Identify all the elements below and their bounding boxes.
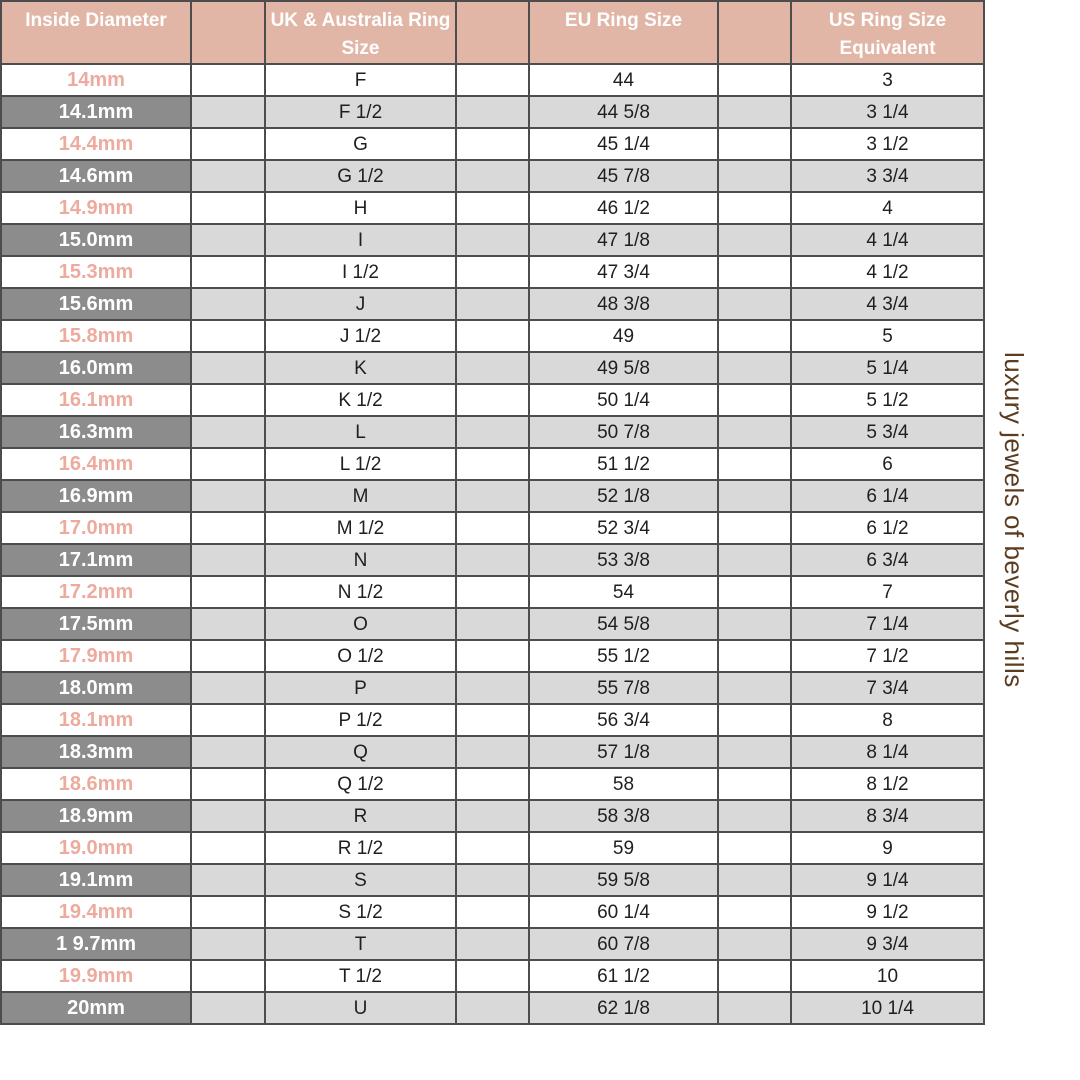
table-row (1, 256, 984, 288)
cell-us-size: 3 1/4 (791, 96, 984, 128)
cell-uk-size: P (265, 672, 456, 704)
spacer-cell (191, 256, 265, 288)
spacer-cell (456, 896, 529, 928)
table-row (1, 416, 984, 448)
cell-uk-size: R (265, 800, 456, 832)
spacer-cell (191, 736, 265, 768)
cell-inside-diameter: 14mm (1, 64, 191, 96)
spacer-cell (456, 672, 529, 704)
spacer-cell (456, 448, 529, 480)
spacer-cell (456, 64, 529, 96)
table-row (1, 992, 984, 1024)
spacer-cell (718, 352, 791, 384)
spacer-cell (718, 704, 791, 736)
table-row (1, 320, 984, 352)
cell-us-size: 7 3/4 (791, 672, 984, 704)
spacer-cell (191, 160, 265, 192)
cell-eu-size: 55 1/2 (529, 640, 718, 672)
spacer-cell (456, 320, 529, 352)
spacer-cell (456, 864, 529, 896)
spacer-cell (191, 608, 265, 640)
cell-us-size: 9 3/4 (791, 928, 984, 960)
cell-uk-size: H (265, 192, 456, 224)
cell-us-size: 5 (791, 320, 984, 352)
spacer-cell (456, 992, 529, 1024)
cell-inside-diameter: 14.9mm (1, 192, 191, 224)
spacer-cell (191, 896, 265, 928)
spacer-cell (718, 320, 791, 352)
table-row (1, 544, 984, 576)
spacer-cell (718, 896, 791, 928)
spacer-cell (191, 800, 265, 832)
cell-uk-size: L (265, 416, 456, 448)
cell-uk-size: R 1/2 (265, 832, 456, 864)
spacer-cell (191, 128, 265, 160)
cell-inside-diameter: 17.0mm (1, 512, 191, 544)
cell-eu-size: 51 1/2 (529, 448, 718, 480)
cell-uk-size: U (265, 992, 456, 1024)
spacer-cell (456, 736, 529, 768)
header-spacer (456, 1, 529, 64)
table-row (1, 672, 984, 704)
cell-inside-diameter: 17.2mm (1, 576, 191, 608)
spacer-cell (191, 864, 265, 896)
spacer-cell (191, 352, 265, 384)
spacer-cell (456, 128, 529, 160)
cell-inside-diameter: 19.4mm (1, 896, 191, 928)
cell-inside-diameter: 16.1mm (1, 384, 191, 416)
spacer-cell (718, 64, 791, 96)
cell-inside-diameter: 16.4mm (1, 448, 191, 480)
spacer-cell (191, 224, 265, 256)
cell-us-size: 8 1/2 (791, 768, 984, 800)
cell-uk-size: O 1/2 (265, 640, 456, 672)
spacer-cell (191, 640, 265, 672)
cell-uk-size: M (265, 480, 456, 512)
spacer-cell (191, 768, 265, 800)
spacer-cell (191, 544, 265, 576)
table-row (1, 800, 984, 832)
cell-us-size: 3 (791, 64, 984, 96)
header-us-ring-size: US Ring Size Equivalent (791, 1, 984, 64)
header-spacer (718, 1, 791, 64)
spacer-cell (718, 576, 791, 608)
spacer-cell (718, 480, 791, 512)
cell-uk-size: Q (265, 736, 456, 768)
table-row (1, 704, 984, 736)
cell-eu-size: 50 7/8 (529, 416, 718, 448)
table-row (1, 480, 984, 512)
spacer-cell (191, 576, 265, 608)
cell-inside-diameter: 15.3mm (1, 256, 191, 288)
cell-eu-size: 49 (529, 320, 718, 352)
cell-us-size: 9 1/4 (791, 864, 984, 896)
spacer-cell (456, 224, 529, 256)
cell-eu-size: 56 3/4 (529, 704, 718, 736)
cell-eu-size: 52 1/8 (529, 480, 718, 512)
cell-eu-size: 49 5/8 (529, 352, 718, 384)
spacer-cell (191, 320, 265, 352)
cell-inside-diameter: 14.1mm (1, 96, 191, 128)
spacer-cell (456, 960, 529, 992)
cell-uk-size: K 1/2 (265, 384, 456, 416)
cell-us-size: 7 (791, 576, 984, 608)
cell-uk-size: F (265, 64, 456, 96)
cell-inside-diameter: 18.1mm (1, 704, 191, 736)
cell-inside-diameter: 20mm (1, 992, 191, 1024)
spacer-cell (718, 864, 791, 896)
cell-inside-diameter: 1 9.7mm (1, 928, 191, 960)
table-header-row (1, 1, 984, 64)
cell-uk-size: I 1/2 (265, 256, 456, 288)
cell-eu-size: 44 (529, 64, 718, 96)
cell-inside-diameter: 15.8mm (1, 320, 191, 352)
cell-inside-diameter: 17.9mm (1, 640, 191, 672)
spacer-cell (718, 544, 791, 576)
cell-us-size: 6 1/2 (791, 512, 984, 544)
spacer-cell (718, 768, 791, 800)
spacer-cell (456, 512, 529, 544)
spacer-cell (456, 480, 529, 512)
cell-us-size: 4 1/2 (791, 256, 984, 288)
cell-uk-size: J 1/2 (265, 320, 456, 352)
spacer-cell (718, 832, 791, 864)
spacer-cell (718, 800, 791, 832)
spacer-cell (191, 96, 265, 128)
spacer-cell (191, 672, 265, 704)
cell-uk-size: O (265, 608, 456, 640)
cell-uk-size: S (265, 864, 456, 896)
spacer-cell (456, 704, 529, 736)
cell-us-size: 10 1/4 (791, 992, 984, 1024)
table-row (1, 448, 984, 480)
spacer-cell (191, 928, 265, 960)
cell-eu-size: 62 1/8 (529, 992, 718, 1024)
spacer-cell (456, 800, 529, 832)
spacer-cell (191, 192, 265, 224)
cell-inside-diameter: 17.5mm (1, 608, 191, 640)
cell-us-size: 6 3/4 (791, 544, 984, 576)
cell-us-size: 7 1/2 (791, 640, 984, 672)
cell-inside-diameter: 18.0mm (1, 672, 191, 704)
cell-us-size: 6 1/4 (791, 480, 984, 512)
cell-inside-diameter: 16.9mm (1, 480, 191, 512)
spacer-cell (718, 960, 791, 992)
spacer-cell (456, 384, 529, 416)
cell-inside-diameter: 16.3mm (1, 416, 191, 448)
spacer-cell (191, 416, 265, 448)
cell-us-size: 7 1/4 (791, 608, 984, 640)
cell-uk-size: N (265, 544, 456, 576)
spacer-cell (456, 416, 529, 448)
cell-uk-size: I (265, 224, 456, 256)
cell-eu-size: 52 3/4 (529, 512, 718, 544)
cell-eu-size: 48 3/8 (529, 288, 718, 320)
table-row (1, 192, 984, 224)
spacer-cell (191, 448, 265, 480)
brand-vertical-text: luxury jewels of beverly hills (999, 352, 1029, 688)
table-row (1, 384, 984, 416)
spacer-cell (718, 96, 791, 128)
spacer-cell (191, 512, 265, 544)
cell-eu-size: 59 (529, 832, 718, 864)
cell-us-size: 8 (791, 704, 984, 736)
table-row (1, 96, 984, 128)
spacer-cell (191, 288, 265, 320)
cell-uk-size: T (265, 928, 456, 960)
cell-inside-diameter: 19.9mm (1, 960, 191, 992)
cell-uk-size: P 1/2 (265, 704, 456, 736)
spacer-cell (191, 704, 265, 736)
spacer-cell (718, 928, 791, 960)
table-row (1, 608, 984, 640)
cell-eu-size: 47 1/8 (529, 224, 718, 256)
cell-eu-size: 60 1/4 (529, 896, 718, 928)
spacer-cell (456, 832, 529, 864)
cell-eu-size: 50 1/4 (529, 384, 718, 416)
cell-uk-size: F 1/2 (265, 96, 456, 128)
spacer-cell (191, 480, 265, 512)
spacer-cell (456, 256, 529, 288)
spacer-cell (191, 384, 265, 416)
table-row (1, 736, 984, 768)
cell-eu-size: 44 5/8 (529, 96, 718, 128)
cell-us-size: 5 1/2 (791, 384, 984, 416)
spacer-cell (191, 832, 265, 864)
cell-inside-diameter: 16.0mm (1, 352, 191, 384)
cell-us-size: 9 1/2 (791, 896, 984, 928)
cell-us-size: 10 (791, 960, 984, 992)
spacer-cell (456, 544, 529, 576)
spacer-cell (191, 992, 265, 1024)
table-row (1, 288, 984, 320)
cell-eu-size: 45 7/8 (529, 160, 718, 192)
cell-uk-size: J (265, 288, 456, 320)
spacer-cell (191, 64, 265, 96)
cell-inside-diameter: 18.3mm (1, 736, 191, 768)
table-row (1, 640, 984, 672)
spacer-cell (718, 672, 791, 704)
header-spacer (191, 1, 265, 64)
cell-eu-size: 53 3/8 (529, 544, 718, 576)
cell-inside-diameter: 19.1mm (1, 864, 191, 896)
cell-inside-diameter: 19.0mm (1, 832, 191, 864)
spacer-cell (718, 448, 791, 480)
cell-uk-size: N 1/2 (265, 576, 456, 608)
cell-eu-size: 55 7/8 (529, 672, 718, 704)
cell-uk-size: G 1/2 (265, 160, 456, 192)
cell-eu-size: 58 3/8 (529, 800, 718, 832)
spacer-cell (718, 384, 791, 416)
table-row (1, 896, 984, 928)
spacer-cell (718, 640, 791, 672)
cell-us-size: 4 3/4 (791, 288, 984, 320)
cell-inside-diameter: 15.0mm (1, 224, 191, 256)
table-row (1, 512, 984, 544)
cell-inside-diameter: 18.9mm (1, 800, 191, 832)
cell-inside-diameter: 18.6mm (1, 768, 191, 800)
table-row (1, 832, 984, 864)
cell-us-size: 8 1/4 (791, 736, 984, 768)
cell-eu-size: 57 1/8 (529, 736, 718, 768)
spacer-cell (718, 192, 791, 224)
cell-eu-size: 58 (529, 768, 718, 800)
cell-uk-size: L 1/2 (265, 448, 456, 480)
spacer-cell (456, 192, 529, 224)
table-row (1, 352, 984, 384)
cell-us-size: 4 (791, 192, 984, 224)
spacer-cell (718, 736, 791, 768)
spacer-cell (456, 640, 529, 672)
cell-eu-size: 59 5/8 (529, 864, 718, 896)
cell-eu-size: 45 1/4 (529, 128, 718, 160)
spacer-cell (456, 608, 529, 640)
spacer-cell (456, 160, 529, 192)
cell-eu-size: 54 (529, 576, 718, 608)
cell-us-size: 5 3/4 (791, 416, 984, 448)
table-row (1, 768, 984, 800)
spacer-cell (718, 992, 791, 1024)
cell-inside-diameter: 15.6mm (1, 288, 191, 320)
cell-us-size: 8 3/4 (791, 800, 984, 832)
cell-inside-diameter: 14.6mm (1, 160, 191, 192)
spacer-cell (718, 608, 791, 640)
cell-us-size: 3 3/4 (791, 160, 984, 192)
cell-uk-size: G (265, 128, 456, 160)
spacer-cell (718, 160, 791, 192)
spacer-cell (718, 512, 791, 544)
cell-eu-size: 60 7/8 (529, 928, 718, 960)
spacer-cell (718, 224, 791, 256)
spacer-cell (718, 288, 791, 320)
cell-us-size: 3 1/2 (791, 128, 984, 160)
cell-uk-size: Q 1/2 (265, 768, 456, 800)
cell-eu-size: 61 1/2 (529, 960, 718, 992)
spacer-cell (456, 288, 529, 320)
spacer-cell (191, 960, 265, 992)
header-uk-australia: UK & Australia Ring Size (265, 1, 456, 64)
spacer-cell (718, 256, 791, 288)
spacer-cell (456, 96, 529, 128)
cell-us-size: 4 1/4 (791, 224, 984, 256)
header-inside-diameter: Inside Diameter (1, 1, 191, 64)
cell-us-size: 9 (791, 832, 984, 864)
cell-uk-size: M 1/2 (265, 512, 456, 544)
cell-uk-size: T 1/2 (265, 960, 456, 992)
table-row (1, 224, 984, 256)
cell-us-size: 5 1/4 (791, 352, 984, 384)
table-row (1, 160, 984, 192)
cell-eu-size: 46 1/2 (529, 192, 718, 224)
header-eu-ring-size: EU Ring Size (529, 1, 718, 64)
cell-uk-size: K (265, 352, 456, 384)
table-row (1, 864, 984, 896)
table-row (1, 928, 984, 960)
spacer-cell (456, 352, 529, 384)
table-row (1, 960, 984, 992)
spacer-cell (456, 928, 529, 960)
table-row (1, 64, 984, 96)
cell-us-size: 6 (791, 448, 984, 480)
spacer-cell (456, 576, 529, 608)
table-row (1, 128, 984, 160)
cell-inside-diameter: 14.4mm (1, 128, 191, 160)
table-row (1, 576, 984, 608)
spacer-cell (718, 416, 791, 448)
cell-eu-size: 54 5/8 (529, 608, 718, 640)
cell-inside-diameter: 17.1mm (1, 544, 191, 576)
cell-eu-size: 47 3/4 (529, 256, 718, 288)
spacer-cell (456, 768, 529, 800)
spacer-cell (718, 128, 791, 160)
cell-uk-size: S 1/2 (265, 896, 456, 928)
table-body (1, 64, 984, 1024)
